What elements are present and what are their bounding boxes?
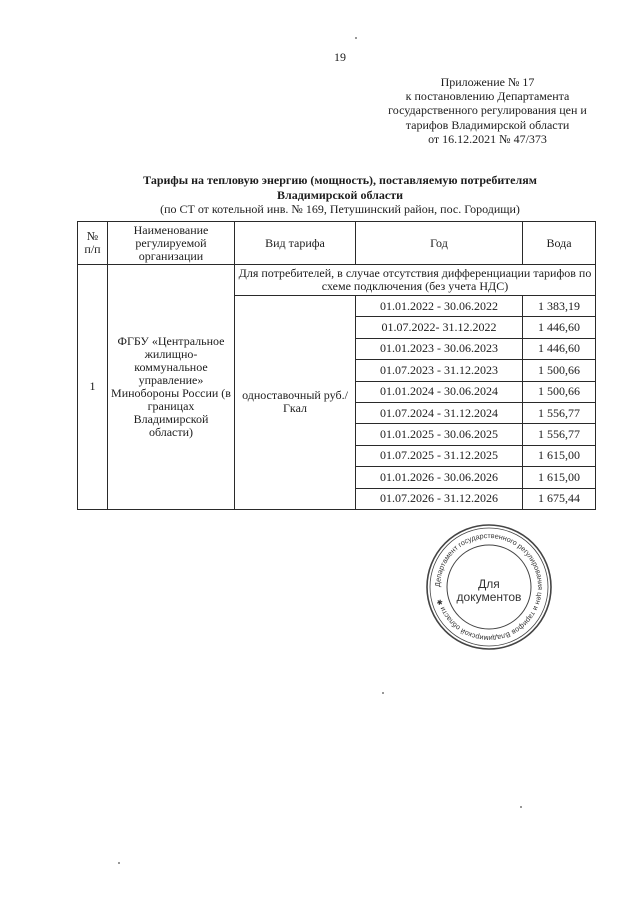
consumer-subheader: Для потребителей, в случае отсутствия дифференциации тарифов по схеме подключения (без учета НДС) <box>235 265 596 296</box>
stamp-center-line-2: документов <box>456 590 522 604</box>
stamp-center-text <box>424 578 554 604</box>
row-number: 1 <box>78 265 108 510</box>
header-num: № п/п <box>78 222 108 265</box>
title-line-2: Владимирской области <box>276 187 404 202</box>
scan-speck <box>382 692 384 694</box>
period-cell: 01.01.2023 - 30.06.2023 <box>356 338 523 359</box>
value-cell: 1 446,60 <box>523 338 596 359</box>
scan-speck <box>520 806 522 808</box>
document-title <box>100 173 580 217</box>
value-cell: 1 675,44 <box>523 488 596 509</box>
tariff-type-value: одноставочный руб./Гкал <box>235 296 356 510</box>
stamp-center-line-1: Для <box>478 577 500 591</box>
organization-name: ФГБУ «Центральное жилищно-коммунальное управление» Минобороны России (в границах Владимирской области) <box>108 265 235 510</box>
value-cell: 1 500,66 <box>523 381 596 402</box>
value-cell: 1 446,60 <box>523 317 596 338</box>
period-cell: 01.07.2022- 31.12.2022 <box>356 317 523 338</box>
header-year: Год <box>356 222 523 265</box>
value-cell: 1 556,77 <box>523 424 596 445</box>
appendix-line: тарифов Владимирской области <box>405 117 570 132</box>
period-cell: 01.07.2024 - 31.12.2024 <box>356 402 523 423</box>
stamp-ring-text: Департамент государственного регулирования цен и тарифов Владимирской области ✱ <box>432 530 546 644</box>
scan-speck <box>355 37 357 39</box>
period-cell: 01.07.2023 - 31.12.2023 <box>356 360 523 381</box>
title-line-3: (по СТ от котельной инв. № 169, Петушинский район, пос. Городищи) <box>160 202 520 216</box>
page-number: 19 <box>334 50 346 64</box>
appendix-line: от 16.12.2021 № 47/373 <box>428 131 547 146</box>
period-cell: 01.01.2024 - 30.06.2024 <box>356 381 523 402</box>
period-cell: 01.07.2026 - 31.12.2026 <box>356 488 523 509</box>
value-cell: 1 615,00 <box>523 467 596 488</box>
header-organization: Наименование регулируемой организации <box>108 222 235 265</box>
header-tariff-type: Вид тарифа <box>235 222 356 265</box>
period-cell: 01.07.2025 - 31.12.2025 <box>356 445 523 466</box>
period-cell: 01.01.2022 - 30.06.2022 <box>356 296 523 317</box>
appendix-line: к постановлению Департамента <box>405 89 570 104</box>
value-cell: 1 556,77 <box>523 402 596 423</box>
tariff-table <box>77 221 596 510</box>
period-cell: 01.01.2026 - 30.06.2026 <box>356 467 523 488</box>
appendix-header <box>380 75 595 146</box>
appendix-line: государственного регулирования цен и <box>388 103 587 118</box>
appendix-line: Приложение № 17 <box>440 75 535 89</box>
value-cell: 1 383,19 <box>523 296 596 317</box>
table-row <box>78 265 596 296</box>
value-cell: 1 615,00 <box>523 445 596 466</box>
title-line-1: Тарифы на тепловую энергию (мощность), поставляемую потребителям <box>143 173 537 187</box>
official-stamp <box>424 522 554 652</box>
table-header-row <box>78 222 596 265</box>
header-water: Вода <box>523 222 596 265</box>
scan-speck <box>118 862 120 864</box>
period-cell: 01.01.2025 - 30.06.2025 <box>356 424 523 445</box>
value-cell: 1 500,66 <box>523 360 596 381</box>
